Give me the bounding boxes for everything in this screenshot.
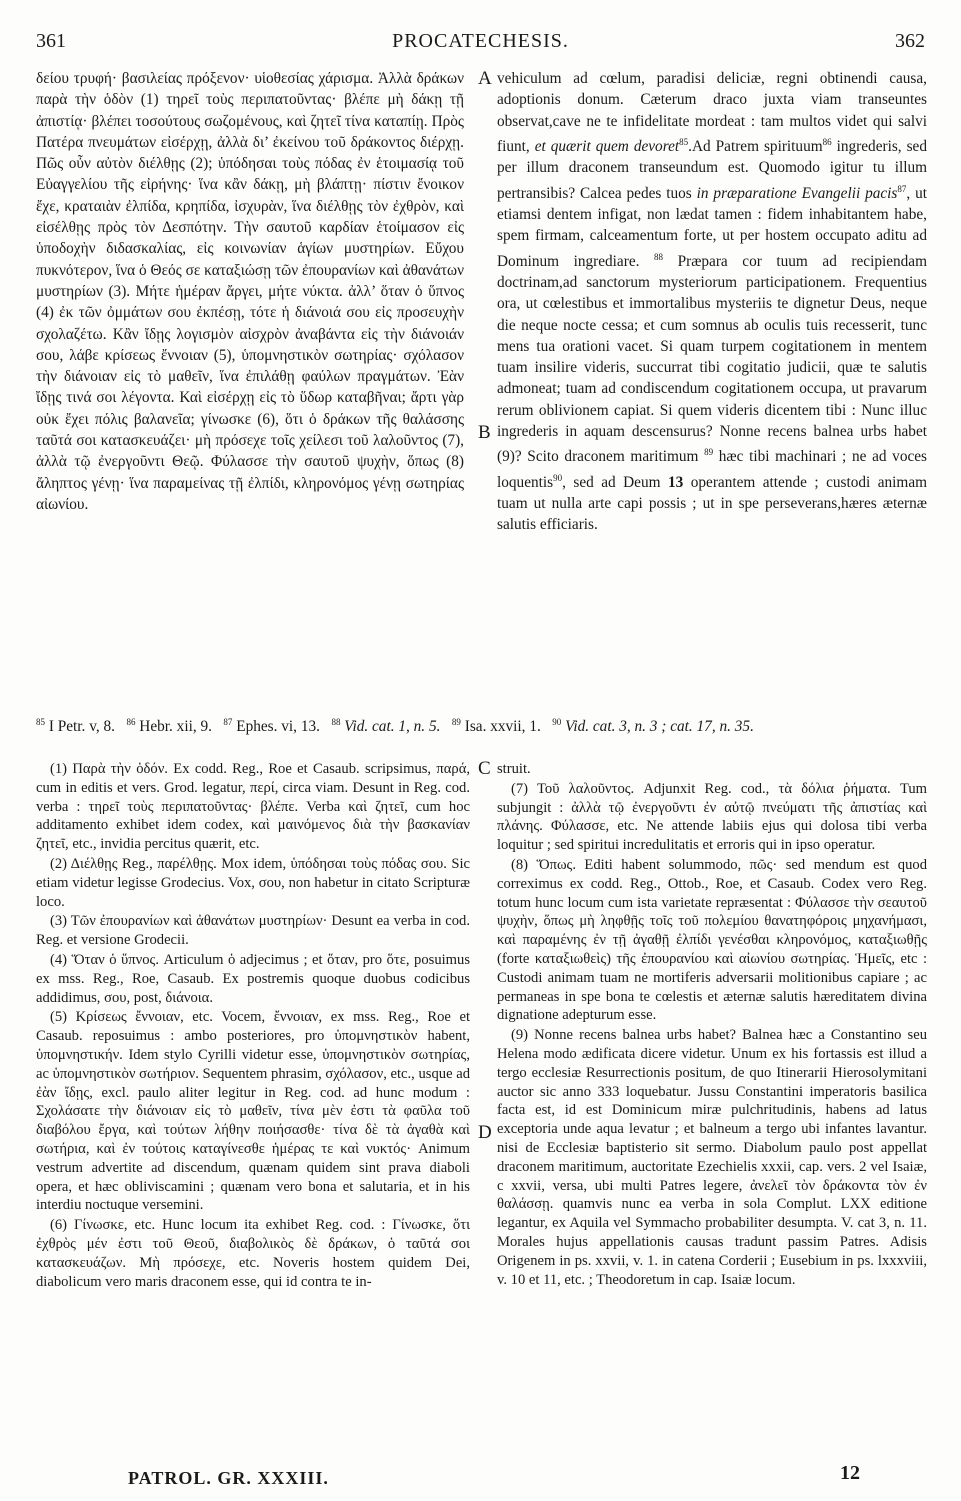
signature-number: 12 — [840, 1462, 860, 1484]
ref-88: 88 — [654, 251, 664, 262]
ref-89: 89 — [704, 447, 714, 458]
footnote: (9) Nonne recens balnea urbs habet? Balnea hæc a Constantino seu Helena modo ædificata dicere videtur. Unum ex his fortassis est illud a tergo ecclesiæ Resurrectionis positum, de quo Itinerarii Hierosolymitani auctor sic anno 333 loquebatur. Jussu Constantini imperatoris basilica facta est, id est Dominicum miræ pulchritudinis, habens ad latus exceptoria unde aqua levatur ; et balneum a tergo ubi infantes lavantur. nisi de Ecclesiæ baptisterio sit sermo. Diabolum paulo post appellat draconem maritimum, auctoritate Ezechielis xxxii, cap. vers. 2 vel Isaiæ, c xxvii, versa, ubi multi Patres legere, ἀνελεῖ τὸν δράκοντα τὸν ἐν θαλάσσῃ. quamvis nunc ea verba in sola Complut. LXX editione legantur, ex Aquila vel Symmacho probabiliter desumpta. V. cat 3, n. 11. Morales hujus appellationis causas tradunt passim Patres. Adisis Origenem in ps. xxvii, v. 1. in catena Corderii ; Eusebium in ps. lxxxviii, v. 10 et 11, etc. ; Theodoretum in cap. Isaiæ locum. — [497, 1027, 927, 1288]
reference-item: $^{89}$ Isa. xxvii, 1. — [451, 717, 541, 736]
page-number-left: 361 — [36, 30, 66, 52]
reference-item: $^{88}$ Vid. cat. 1, n. 5. — [331, 717, 441, 736]
footnote: (3) Τῶν ἐπουρανίων καὶ ἀθανάτων μυστηρίων· Desunt ea verba in cod. Reg. et versione Grodecii. — [36, 913, 470, 949]
marker-d: D — [478, 1122, 492, 1143]
latin-text-3: ingrederis, sed per illum draconem transeundum est. Quomodo igitur tu illum pertransibis? Calcea pedes tuos — [497, 137, 927, 202]
latin-text-6: hæc tibi machinari ; ne ad voces loquentis — [497, 448, 928, 491]
footnote: (8) Ὅπως. Editi habent solummodo, πῶς· sed mendum est quod correximus ex codd. Reg., Ottob., Roe, et Casaub. Codex vero Reg. totum hunc locum cum ista varietate repræsentat : Φύλασσε τὴν σεαυτοῦ ψυχὴν, ὅπως μὴ ληφθῇς τοῖς τοῦ πολεμίου θανατηφόροις μηχανήμασι, καὶ παραμένης ἐν τῇ ἀγαθῇ ἐλπίδι γενέσθαι κληρονόμος, καταξιωθῇς (forte καταξιωθεὶς) τῆς ἐπουρανίου καὶ αἰωνίου σωτηρίας. Ἡμεῖς, etc : Custodi animam tuam ne mortiferis adversarii molitionibus capiare ; ac permaneas in spe bona te cœlestis et æternæ salutis hæreditatem divina dignatione adepturum esse. — [497, 856, 927, 1024]
marker-c: C — [478, 758, 491, 779]
reference-item: $^{87}$ Ephes. vi, 13. — [223, 717, 320, 736]
footnote: (7) Τοῦ λαλοῦντος. Adjunxit Reg. cod., τὰ δόλια ῥήματα. Tum subjungit : ἀλλὰ τῷ ἐνεργοῦντι ἐν αὐτῷ πνεύματι τῆς ἀπιστίας καὶ πλάνης. Φύλασσε, etc. Ne attende labiis ejus qui dolosa tibi verba loquitur ; sed spiritui incredulitatis et erroris qui in ipso operatur. — [497, 780, 927, 854]
latin-text-4: , ut etiamsi dentem infigat, non lædat tamen : fidem inhabitantem habe, spem firmam, calceamentum forte, ut per hostem occupato aditu ad Dominum ingrediare. — [497, 184, 927, 270]
latin-column — [497, 68, 927, 536]
reference-item: $^{90}$ Vid. cat. 3, n. 3 ; cat. 17, n. 35. — [552, 717, 754, 736]
page-number-right: 362 — [895, 30, 925, 52]
ref-85: 85 — [679, 136, 689, 147]
latin-text-5: Præpara cor tuum ad recipiendam doctrinam,ad sanctorum mysteriorum participationem. Frequentius ora, ut cœlestibus et immortalibus mysteriis te dignetur Deus, neque die neque nocte cessa; et cum somnus ab oculis tuis recesserit, tunc mens tua orationi vacet. Si quam turpem cogitationem in mentem tuam insilire videris, succurrat tibi cogitatio judicii, quæ te salutis admoneat; tuam ad condiscendum cogitationem occupa, ut pravarum rerum oblivionem capiat. Si quem videris dicentem tibi : Nunc illuc ingrederis in aquam descensurus? Nonne recens balnea urbs habet (9)? Scito draconem maritimum — [497, 252, 928, 466]
latin-italic-1: et quærit quem devoret — [534, 137, 680, 155]
reference-item: $^{85}$ I Petr. v, 8. — [36, 717, 115, 736]
latin-text-2: .Ad Patrem spirituum — [688, 137, 823, 155]
running-header — [36, 30, 925, 56]
footnote: (5) Κρίσεως ἔννοιαν, etc. Vocem, ἔννοιαν, ex mss. Reg., Roe et Casaub. reposuimus : ambo posteriores, pro ὑπομνηστικὸν habent, ὑπομνηστικήν. Idem stylo Cyrilli videtur esse, ὑπομνηστικὸν σωτηρίας, ac ὑπομνηστικὸν σωτήριον. Sequentem phrasim, σχόλασον, etc., usque ad ἐὰν ἴδῃς, excl. paulo aliter legitur in Reg. cod. ad hunc modum : Σχολάσατε τὴν διάνοιαν εἰς τὸ μαθεῖν, τίνα μὲν ἐστι τὰ φαῦλα τοῦ διαβόλου ἔργα, καὶ τούτων λήθην ποιήσασθε· τίνα δὲ τὰ ἀγαθὰ καὶ σωτήρια, καὶ ἐν τούτοις καταγίνεσθε ἡμέρας τε καὶ νυκτός· Animum vestrum advertite ad discendum, quænam quidem sint prava diaboli opera, et hæc obliviscamini ; quænam vero bona et salutaria, et in his interdiu noctuque versemini. — [36, 1009, 470, 1214]
footnote: (2) Διέλθῃς Reg., παρέλθῃς. Mox idem, ὑπόδησαι τοὺς πόδας σου. Sic etiam videtur legisse Grodecius. Vox, σου, non habetur in citato Scripturæ loco. — [36, 855, 470, 910]
footnotes-right — [497, 760, 927, 1290]
running-title: PROCATECHESIS. — [392, 30, 569, 52]
reference-item: $^{86}$ Hebr. xii, 9. — [126, 717, 212, 736]
footnotes-left — [36, 760, 470, 1292]
latin-italic-2: in præparatione Evangelii pacis — [696, 184, 898, 202]
series-signature: PATROL. GR. XXXIII. — [128, 1468, 329, 1488]
footnote: (4) Ὅταν ὁ ὕπνος. Articulum ὁ adjecimus ; et ὅταν, pro ὅτε, posuimus ex mss. Reg., Roe, Casaub. Ex postremis quoque duobus codicibus addidimus, σου, post, διάνοια. — [36, 951, 470, 1006]
column-number-13: 13 — [667, 473, 684, 491]
footnote: (6) Γίνωσκε, etc. Hunc locum ita exhibet Reg. cod. : Γίνωσκε, ὅτι ἐχθρὸς μέν ἐστι τοῦ Θεοῦ, διαβολικὸς δὲ δράκων, ὁ ταῦτά σοι κατασκευάζων. Μὴ πρόσεχε, etc. Noveris hostem quidem Dei, diabolicum vero maris draconem esse, qui id contra te in- — [36, 1217, 470, 1290]
scripture-references — [36, 712, 926, 737]
marker-b: B — [478, 422, 491, 443]
ref-86: 86 — [822, 136, 832, 147]
marker-a: A — [478, 68, 492, 89]
latin-text-7: , sed ad Deum — [562, 473, 661, 491]
greek-column: δείου τρυφή· βασιλείας πρόξενον· υἱοθεσίας χάρισμα. Ἀλλὰ δράκων παρὰ τὴν ὁδὸν (1) τηρεῖ τοὺς περιπατοῦντας· βλέπε μὴ δάκῃ τῇ ἀπιστίᾳ· βλέπει τοσούτους σωζομένους, καὶ ζητεῖ τίνα καταπίῃ. Πρὸς Πατέρα πνευμάτων εἰσέρχῃ, ἀλλὰ δι’ ἐκείνου τοῦ δράκοντος διέρχῃ. Πῶς οὖν αὐτὸν διέλθῃς (2); ὑπόδησαι τοὺς πόδας ἐν ἑτοιμασίᾳ τοῦ Εὐαγγελίου τῆς εἰρήνης· ἵνα κἂν δάκῃ, μὴ βλάπτῃ· πίστιν ἔνοικον ἔχε, κραταιὰν ἐλπίδα, κρηπίδα, ἰσχυρὰν, ἵνα διέλθῃς τὸν ἐχθρὸν, καὶ εἰσέλθῃς πρὸς τὸν Δεσπότην. Τὴν σαυτοῦ καρδίαν ἑτοίμασον εἰς ὑποδοχὴν διδασκαλίας, εἰς κοινωνίαν ἁγίων μυστηρίων. Εὔχου πυκνότερον, ἵνα ὁ Θεός σε καταξιώσῃ τῶν ἐπουρανίων καὶ ἀθανάτων μυστηρίων (3). Μήτε ἡμέραν ἄργει, μήτε νύκτα. ἀλλ’ ὅταν ὁ ὕπνος (4) ἐκ τῶν ὀμμάτων σου ἐκπέσῃ, τότε ἡ διάνοιά σου εἰς προσευχὴν σχολαζέτω. Κἂν ἴδῃς λογισμὸν αἰσχρὸν ἀναβάντα εἰς τὴν διάνοιάν σου, λάβε κρίσεως ἔννοιαν (5), ὑπομνηστικὸν σωτηρίας· σχόλασον τὴν διάνοιαν εἰς τὸ μαθεῖν, ἵνα ἐπιλάθῃ φαύλων πραγμάτων. Ἐὰν ἴδῃς τινά σοι λέγοντα. Καὶ εἰσέρχῃ εἰς τὸ ὕδωρ καταβῆναι; ἄρτι γὰρ οὐκ ἔχει πόλις βαλανεῖα; γίνωσκε (6), ὅτι ὁ δράκων τῆς θαλάσσης ταῦτά σοι κατασκευάζει· μὴ πρόσεχε τοῖς χείλεσι τοῦ λαλοῦντος (7), ἀλλὰ τῷ ἐνεργοῦντι Θεῷ. Φύλασσε τὴν σαυτοῦ ψυχὴν, ὅπως (8) ἄληπτος γένῃ· ἵνα παραμείνας τῇ ἐλπίδι, κληρονόμος γένῃ σωτηρίας αἰωνίου. — [36, 70, 464, 513]
footnote-continuation: struit. — [497, 761, 531, 777]
ref-87: 87 — [897, 183, 907, 194]
ref-90: 90 — [553, 472, 563, 483]
latin-text-8: operantem attende ; custodi animam tuam ut nulla arte capi possis ; ut in spe perseverans,hæres æternæ salutis efficiaris. — [497, 473, 928, 534]
latin-text-1: vehiculum ad cœlum, paradisi deliciæ, regni obtinendi causa, adoptionis donum. Cæterum draco juxta viam transeuntes observat,cave ne te infidelitate mordeat : tam multos videt qui salvi fiunt, — [497, 70, 927, 155]
footnote: (1) Παρὰ τὴν ὁδόν. Ex codd. Reg., Roe et Casaub. scripsimus, παρά, cum in editis et vers. Grod. legatur, περί, circa viam. Desunt in Reg. cod. verba : τηρεῖ τοὺς περιπατοῦντας· βλέπε. Verba καὶ ζητεῖ, cum hoc additamento exhibet idem codex, καὶ μαινόμενος διὰ τὴν βασκανίαν ζητεῖ, etc., invidia percitus quærit, etc. — [36, 761, 470, 853]
